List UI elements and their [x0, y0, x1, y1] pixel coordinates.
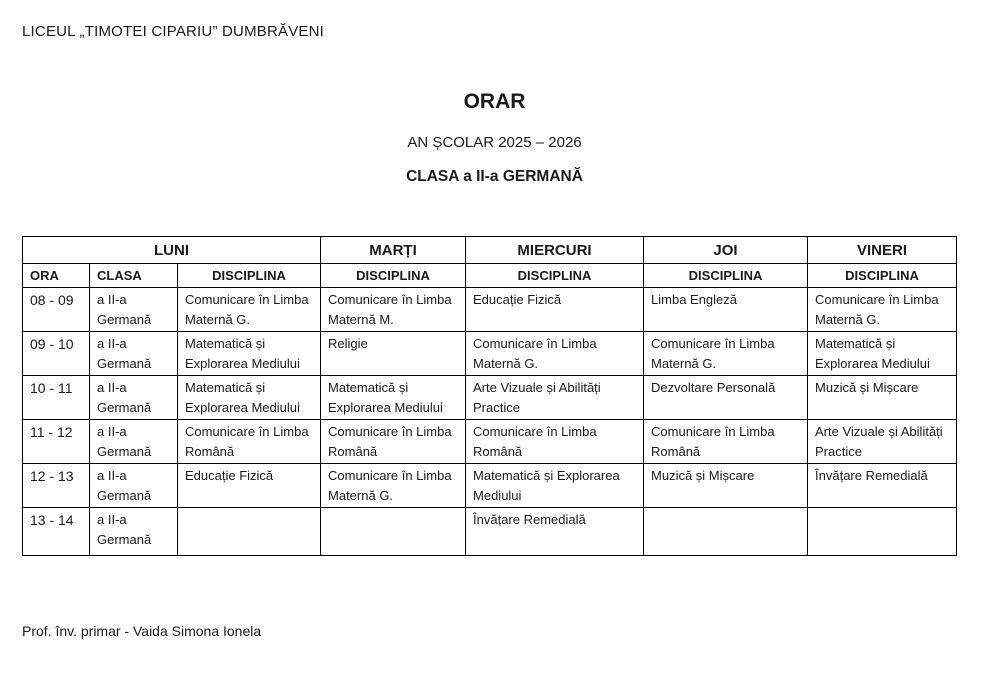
subject-cell-luni: Comunicare în Limba Română — [178, 420, 321, 464]
table-row — [23, 288, 957, 332]
subject-cell-marti: Comunicare în Limba Maternă G. — [321, 464, 466, 508]
class-label: CLASA a II-a GERMANĂ — [406, 168, 583, 185]
column-header-disciplina-luni: DISCIPLINA — [178, 264, 321, 288]
subject-cell-miercuri: Arte Vizuale și Abilități Practice — [466, 376, 644, 420]
subject-cell-luni: Matematică și Explorarea Mediului — [178, 376, 321, 420]
subject-cell-joi: Comunicare în Limba Română — [644, 420, 808, 464]
subject-cell-vineri: Învățare Remedială — [808, 464, 957, 508]
subject-cell-joi — [644, 508, 808, 556]
ora-cell: 12 - 13 — [23, 464, 90, 508]
column-header-disciplina-joi: DISCIPLINA — [644, 264, 808, 288]
table-row — [23, 420, 957, 464]
table-row — [23, 464, 957, 508]
subject-cell-joi: Muzică și Mișcare — [644, 464, 808, 508]
subject-cell-marti: Matematică și Explorarea Mediului — [321, 376, 466, 420]
table-row — [23, 332, 957, 376]
ora-cell: 11 - 12 — [23, 420, 90, 464]
ora-cell: 09 - 10 — [23, 332, 90, 376]
day-header-luni: LUNI — [23, 237, 321, 264]
subject-cell-luni — [178, 508, 321, 556]
clasa-cell: a II-a Germană — [90, 376, 178, 420]
subject-cell-luni: Educație Fizică — [178, 464, 321, 508]
subject-cell-miercuri: Comunicare în Limba Maternă G. — [466, 332, 644, 376]
subject-cell-miercuri: Comunicare în Limba Română — [466, 420, 644, 464]
column-header-clasa: CLASA — [90, 264, 178, 288]
table-row — [23, 376, 957, 420]
subject-cell-joi: Dezvoltare Personală — [644, 376, 808, 420]
clasa-cell: a II-a Germană — [90, 464, 178, 508]
clasa-cell: a II-a Germană — [90, 332, 178, 376]
subject-cell-miercuri: Educație Fizică — [466, 288, 644, 332]
subject-cell-joi: Limba Engleză — [644, 288, 808, 332]
clasa-cell: a II-a Germană — [90, 508, 178, 556]
subject-cell-marti: Comunicare în Limba Română — [321, 420, 466, 464]
subject-cell-marti: Religie — [321, 332, 466, 376]
column-header-row — [23, 264, 957, 288]
clasa-cell: a II-a Germană — [90, 288, 178, 332]
day-header-marti: MARȚI — [321, 237, 466, 264]
subject-cell-marti: Comunicare în Limba Maternă M. — [321, 288, 466, 332]
subject-cell-marti — [321, 508, 466, 556]
school-name: LICEUL „TIMOTEI CIPARIU” DUMBRĂVENI — [22, 23, 325, 40]
column-header-disciplina-marti: DISCIPLINA — [321, 264, 466, 288]
subject-cell-luni: Matematică și Explorarea Mediului — [178, 332, 321, 376]
column-header-ora: ORA — [23, 264, 90, 288]
ora-cell: 10 - 11 — [23, 376, 90, 420]
column-header-disciplina-miercuri: DISCIPLINA — [466, 264, 644, 288]
timetable — [22, 236, 957, 556]
column-header-disciplina-vineri: DISCIPLINA — [808, 264, 957, 288]
subject-cell-vineri: Muzică și Mișcare — [808, 376, 957, 420]
subject-cell-miercuri: Matematică și Explorarea Mediului — [466, 464, 644, 508]
day-header-joi: JOI — [644, 237, 808, 264]
subject-cell-vineri — [808, 508, 957, 556]
ora-cell: 13 - 14 — [23, 508, 90, 556]
subject-cell-vineri: Comunicare în Limba Maternă G. — [808, 288, 957, 332]
ora-cell: 08 - 09 — [23, 288, 90, 332]
school-year-subtitle: AN ȘCOLAR 2025 – 2026 — [407, 134, 582, 151]
subject-cell-joi: Comunicare în Limba Maternă G. — [644, 332, 808, 376]
subject-cell-vineri: Arte Vizuale și Abilități Practice — [808, 420, 957, 464]
page-title: ORAR — [463, 90, 526, 113]
teacher-signature: Prof. înv. primar - Vaida Simona Ionela — [22, 623, 262, 639]
day-header-vineri: VINERI — [808, 237, 957, 264]
table-row — [23, 508, 957, 556]
subject-cell-luni: Comunicare în Limba Maternă G. — [178, 288, 321, 332]
day-header-miercuri: MIERCURI — [466, 237, 644, 264]
clasa-cell: a II-a Germană — [90, 420, 178, 464]
subject-cell-vineri: Matematică și Explorarea Mediului — [808, 332, 957, 376]
subject-cell-miercuri: Învățare Remedială — [466, 508, 644, 556]
day-header-row — [23, 237, 957, 264]
